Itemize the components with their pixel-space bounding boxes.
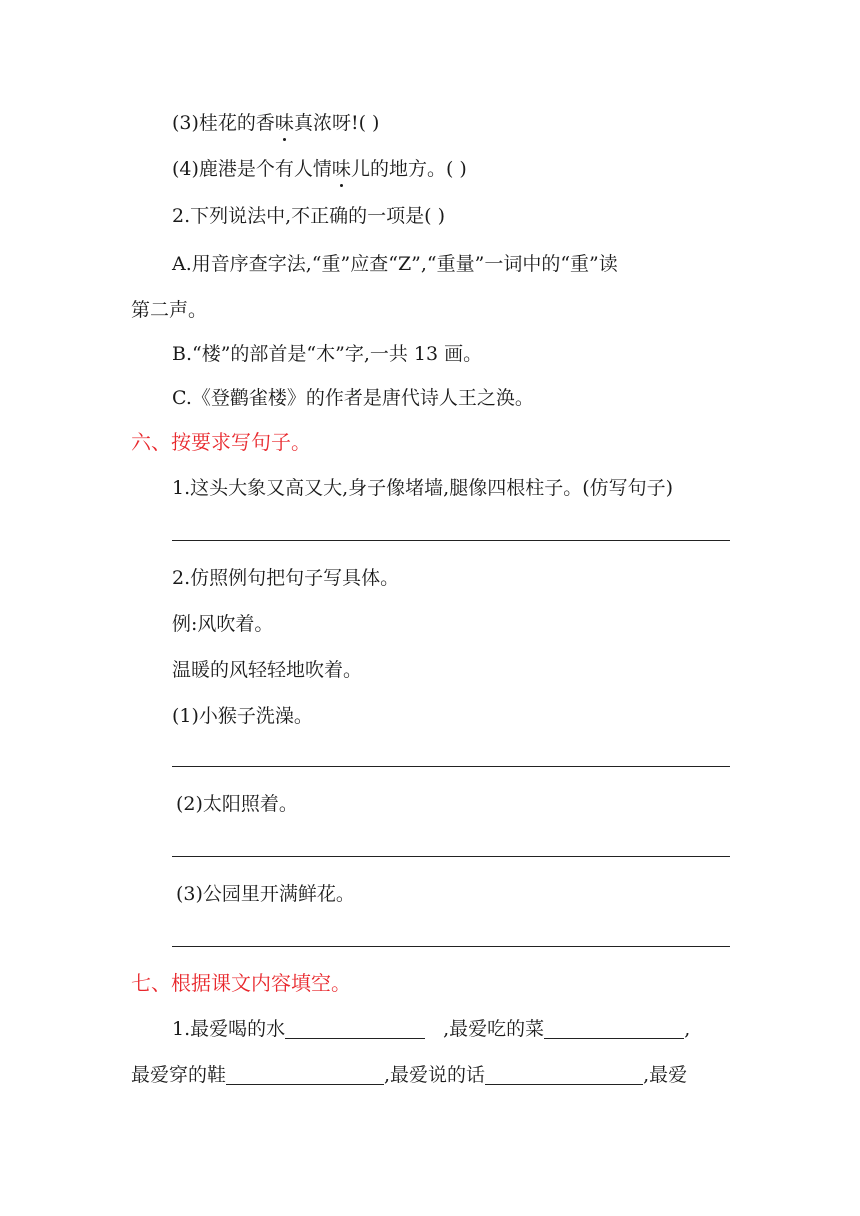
section-6-title: 六、按要求写句子。 bbox=[131, 430, 311, 454]
section-7-title: 七、根据课文内容填空。 bbox=[131, 971, 351, 995]
sec6-question-2: 2.仿照例句把句子写具体。 bbox=[172, 567, 400, 589]
text: ,最爱吃的菜 bbox=[443, 1018, 545, 1040]
example-answer: 温暖的风轻轻地吹着。 bbox=[172, 659, 363, 681]
emphasis-dot-char: 味 bbox=[331, 158, 351, 180]
fill-blank[interactable] bbox=[285, 1018, 425, 1039]
fill-blank[interactable] bbox=[544, 1018, 684, 1039]
sec6-question-1: 1.这头大象又高又大,身子像堵墙,腿像四根柱子。(仿写句子) bbox=[172, 477, 674, 499]
text: 儿的地方。( ) bbox=[350, 158, 467, 180]
fill-line-2 bbox=[131, 1063, 687, 1087]
option-a-line2: 第二声。 bbox=[131, 299, 208, 321]
text: ,最爱说的话 bbox=[384, 1064, 486, 1086]
answer-line[interactable] bbox=[172, 946, 730, 947]
text: , bbox=[684, 1018, 691, 1040]
option-b: B.“楼”的部首是“木”字,一共 13 画。 bbox=[172, 343, 483, 365]
sub-question-2: (2)太阳照着。 bbox=[176, 793, 298, 815]
text: 1.最爱喝的水 bbox=[172, 1018, 286, 1040]
sub-question-3: (3)公园里开满鲜花。 bbox=[176, 883, 355, 905]
text: 最爱穿的鞋 bbox=[131, 1064, 227, 1086]
example-label: 例:风吹着。 bbox=[172, 613, 274, 635]
emphasis-dot-char: 味 bbox=[274, 112, 294, 134]
q5-item-4 bbox=[172, 157, 467, 181]
answer-line[interactable] bbox=[172, 766, 730, 767]
sub-question-1: (1)小猴子洗澡。 bbox=[172, 705, 313, 727]
fill-line-1 bbox=[172, 1017, 690, 1041]
text: (4)鹿港是个有人情 bbox=[172, 158, 332, 180]
fill-blank[interactable] bbox=[485, 1064, 643, 1085]
text: 真浓呀!( ) bbox=[293, 112, 380, 134]
q5-item-3 bbox=[172, 111, 379, 135]
fill-blank[interactable] bbox=[226, 1064, 384, 1085]
option-a-line1: A.用音序查字法,“重”应查“Z”,“重量”一词中的“重”读 bbox=[172, 253, 618, 275]
answer-line[interactable] bbox=[172, 856, 730, 857]
text: (3)桂花的香 bbox=[172, 112, 275, 134]
text: ,最爱 bbox=[643, 1064, 688, 1086]
option-c: C.《登鹳雀楼》的作者是唐代诗人王之涣。 bbox=[172, 387, 534, 409]
answer-line[interactable] bbox=[172, 540, 730, 541]
question-2: 2.下列说法中,不正确的一项是( ) bbox=[172, 205, 446, 227]
